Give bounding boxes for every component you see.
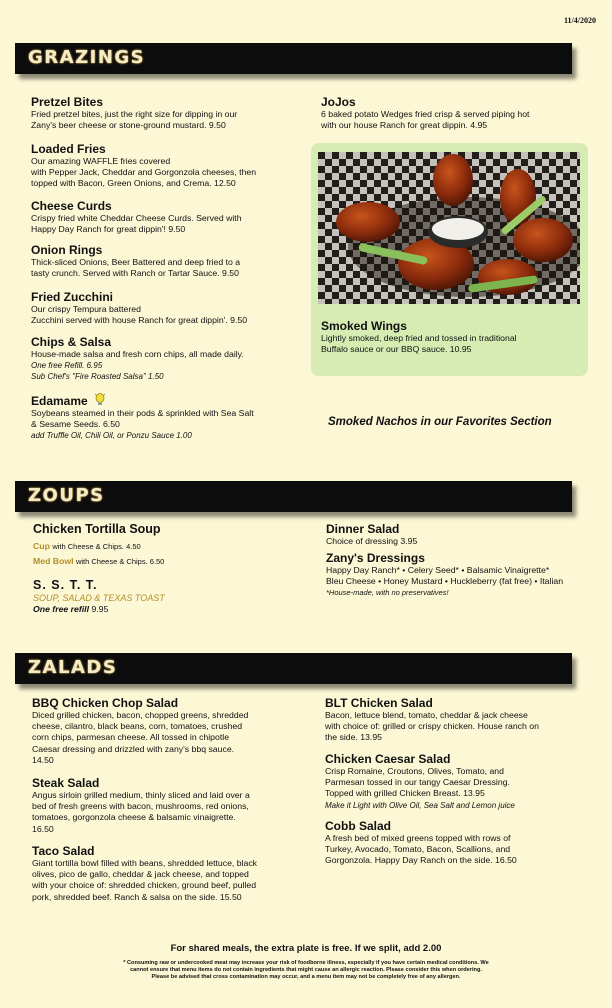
disclaimer-line: cannot ensure that menu items do not contain ingredients that might cause an allergic reaction. Please consider this when ordering. (130, 967, 482, 973)
item-desc: Buffalo sauce or our BBQ sauce. 10.95 (321, 344, 472, 355)
menu-item-onion-rings (31, 243, 240, 279)
cup-label: Cup (33, 541, 50, 551)
item-desc: Our amazing WAFFLE fries covered (31, 156, 171, 166)
item-note: Sub Chef's "Fire Roasted Salsa" 1.50 (31, 372, 164, 382)
item-name: Chicken Tortilla Soup (33, 522, 161, 536)
item-name: S. S. T. T. (33, 578, 98, 592)
item-desc: pork, shredded beef. Ranch & salsa on the side. 15.50 (32, 891, 242, 902)
item-desc: with choice of: grilled or crispy chicken. House ranch on (325, 721, 539, 732)
menu-item-jojos (321, 95, 529, 131)
item-desc: Zany's beer cheese or stone-ground mustard. 9.50 (31, 120, 226, 131)
menu-item-edamame (31, 393, 254, 441)
soup-cup-row (33, 541, 164, 552)
zalads-header: ZALADS (28, 657, 118, 678)
item-desc: Crisp Romaine, Croutons, Olives, Tomato, and (325, 766, 504, 776)
sstt-refill-label: One free refill (33, 604, 90, 614)
item-desc: Gorgonzola. Happy Day Ranch on the side. 16.50 (325, 855, 517, 866)
item-name: Taco Salad (32, 844, 95, 858)
zoups-header: ZOUPS (28, 485, 105, 506)
item-desc: corn chips, parmesan cheese. All tossed in chipotle (32, 732, 230, 743)
item-desc: Turkey, Avocado, Tomato, Bacon, Scallions, and (325, 844, 511, 855)
menu-item-loaded-fries (31, 142, 256, 190)
item-desc: Topped with grilled Chicken Breast. 13.95 (325, 788, 485, 799)
item-note: Make it Light with Olive Oil, Sea Salt and Lemon juice (325, 800, 515, 810)
smoked-wings-feature (311, 143, 588, 376)
item-desc: the side. 13.95 (325, 732, 382, 743)
item-name-row (31, 393, 254, 408)
item-name: Fried Zucchini (31, 290, 114, 304)
item-desc: & Sesame Seeds. 6.50 (31, 419, 120, 430)
menu-date: 11/4/2020 (563, 16, 596, 25)
allergen-disclaimer (90, 960, 522, 981)
wings-photo (318, 152, 580, 304)
menu-item-chicken-caesar-salad (325, 752, 515, 811)
item-desc: Parmesan tossed in our tangy Caesar Dressing. (325, 777, 510, 788)
item-name: Zany's Dressings (326, 551, 425, 565)
item-desc: tomatoes, gorgonzola cheese & balsamic vinaigrette. (32, 812, 236, 823)
item-desc: Angus sirloin grilled medium, thinly sliced and laid over a (32, 790, 250, 800)
menu-item-zanys-dressings (326, 551, 563, 598)
item-note: *House-made, with no preservatives! (326, 588, 449, 598)
item-desc: Thick-sliced Onions, Beer Battered and deep fried to a (31, 257, 241, 267)
menu-item-sstt (33, 578, 165, 615)
disclaimer-line: Please be advised that cross contamination may occur, and a menu item may not be completely free of any allergen. (151, 974, 461, 980)
item-name: Edamame (31, 394, 88, 408)
menu-item-pretzel-bites (31, 95, 237, 131)
item-desc: 14.50 (32, 754, 54, 765)
soup-bowl-row (33, 556, 164, 567)
item-desc: House-made salsa and fresh corn chips, all made daily. (31, 349, 244, 359)
item-name: Dinner Salad (326, 522, 400, 536)
item-desc: with our house Ranch for great dippin. 4.95 (321, 120, 488, 131)
item-desc: Soybeans steamed in their pods & sprinkled with Sea Salt (31, 408, 254, 418)
item-name: Onion Rings (31, 243, 103, 257)
grazings-header: GRAZINGS (28, 47, 146, 68)
item-desc: Diced grilled chicken, bacon, chopped greens, shredded (32, 710, 249, 720)
item-desc: 6 baked potato Wedges fried crisp & served piping hot (321, 109, 530, 119)
item-name: Pretzel Bites (31, 95, 104, 109)
item-desc: Caesar dressing and drizzled with zany's bbq sauce. (32, 743, 235, 754)
item-desc: 16.50 (32, 823, 54, 834)
menu-item-chips-salsa (31, 335, 244, 382)
menu-item-fried-zucchini (31, 290, 247, 326)
item-name: Cheese Curds (31, 199, 112, 213)
item-desc: A fresh bed of mixed greens topped with rows of (325, 833, 511, 843)
item-desc: Happy Day Ranch for great dippin'! 9.50 (31, 224, 186, 235)
shared-meals-note: For shared meals, the extra plate is free. If we split, add 2.00 (170, 943, 442, 954)
item-name: Smoked Wings (321, 319, 407, 333)
item-note: add Truffle Oil, Chili Oil, or Ponzu Sauce 1.00 (31, 431, 192, 441)
item-desc: Our crispy Tempura battered (31, 304, 141, 314)
menu-item-steak-salad (32, 776, 250, 835)
bowl-label: Med Bowl (33, 556, 74, 567)
item-desc: Crispy fried white Cheddar Cheese Curds. Served with (31, 213, 242, 223)
item-name: Chicken Caesar Salad (325, 752, 451, 766)
item-desc: Lightly smoked, deep fried and tossed in traditional (321, 333, 517, 343)
menu-item-dinner-salad (326, 522, 417, 547)
sstt-subtitle: SOUP, SALAD & TEXAS TOAST (33, 593, 165, 603)
nachos-promo: Smoked Nachos in our Favorites Section (328, 416, 552, 428)
item-name: BBQ Chicken Chop Salad (32, 696, 179, 710)
bowl-desc: with Cheese & Chips. 6.50 (75, 557, 165, 567)
item-desc: Zucchini served with house Ranch for great dippin'. 9.50 (31, 315, 248, 326)
item-desc: Choice of dressing 3.95 (326, 536, 418, 546)
item-name: Loaded Fries (31, 142, 106, 156)
zalads-header-banner (15, 653, 572, 684)
menu-item-bbq-chicken-chop-salad (32, 696, 248, 766)
menu-item-taco-salad (32, 844, 257, 903)
item-desc: Giant tortilla bowl filled with beans, shredded lettuce, black (32, 858, 258, 868)
item-desc: Bleu Cheese • Honey Mustard • Huckleberry (fat free) • Italian (326, 576, 564, 587)
item-desc: with Pepper Jack, Cheddar and Gorgonzola cheeses, then (31, 167, 257, 178)
sstt-price: 9.95 (91, 604, 109, 614)
item-desc: Happy Day Ranch* • Celery Seed* • Balsamic Vinaigrette* (326, 565, 550, 575)
cup-desc: with Cheese & Chips. 4.50 (52, 542, 141, 551)
menu-item-chicken-tortilla-soup (33, 522, 164, 567)
item-desc: tasty crunch. Served with Ranch or Tartar Sauce. 9.50 (31, 268, 239, 279)
item-name: JoJos (321, 95, 356, 109)
item-desc: with your choice of: shredded chicken, ground beef, pulled (32, 880, 257, 891)
item-desc: olives, pico de gallo, cheddar & jack cheese, and topped (32, 869, 249, 880)
item-desc: Bacon, lettuce blend, tomato, cheddar & jack cheese (325, 710, 528, 720)
item-name: Steak Salad (32, 776, 100, 790)
item-note: One free Refill. 6.95 (31, 361, 103, 371)
menu-item-smoked-wings (321, 319, 517, 355)
item-desc: Fried pretzel bites, just the right size for dipping in our (31, 109, 238, 119)
item-desc: cheese, cilantro, black beans, corn, tomatoes, crushed (32, 721, 243, 732)
sstt-refill-row (33, 604, 165, 615)
disclaimer-line: * Consuming raw or undercooked meat may increase your risk of foodborne illness, especially if you have certain medical conditions. We (123, 960, 489, 966)
zoups-header-banner (15, 481, 572, 512)
menu-item-blt-chicken-salad (325, 696, 539, 744)
menu-item-cheese-curds (31, 199, 242, 235)
item-name: Cobb Salad (325, 819, 392, 833)
menu-item-cobb-salad (325, 819, 517, 867)
grazings-header-banner (15, 43, 572, 74)
lightbulb-icon (94, 393, 106, 407)
item-name: BLT Chicken Salad (325, 696, 433, 710)
item-desc: topped with Bacon, Green Onions, and Crema. 12.50 (31, 178, 236, 189)
item-desc: bed of fresh greens with bacon, mushrooms, red onions, (32, 801, 249, 812)
item-name: Chips & Salsa (31, 335, 112, 349)
